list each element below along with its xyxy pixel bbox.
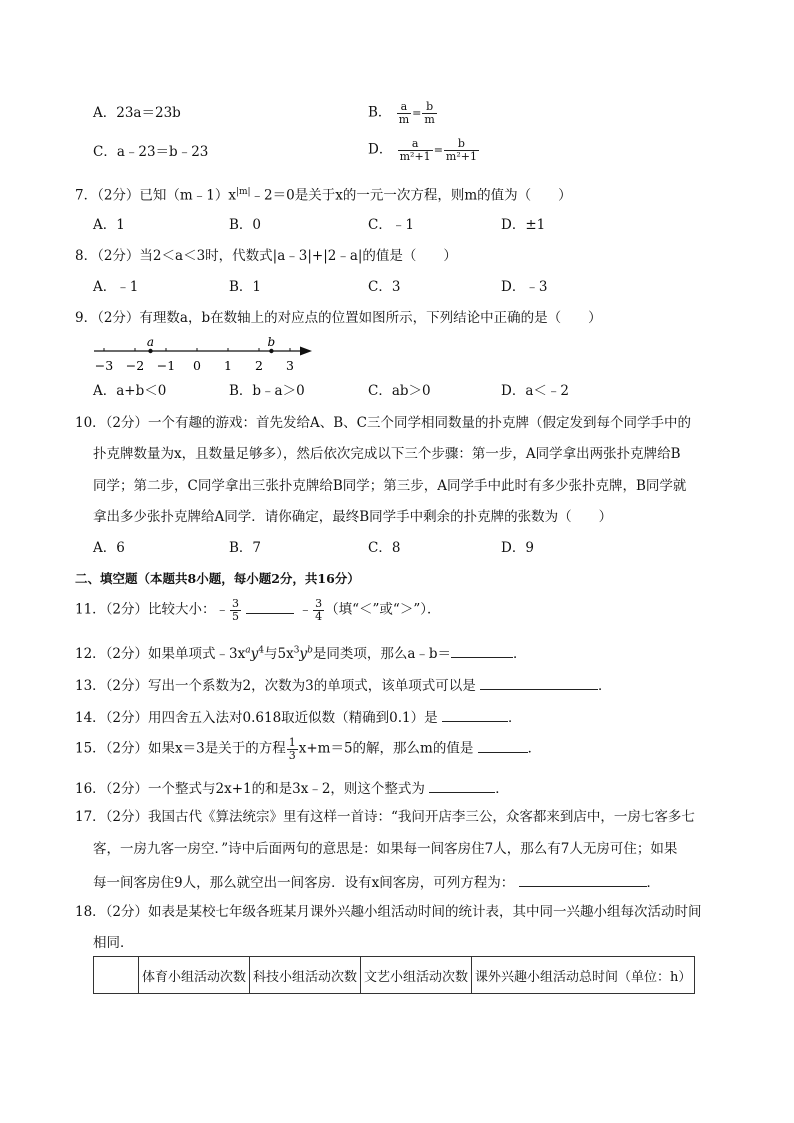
q17-line-3 bbox=[93, 874, 660, 891]
q10-line-3: 同学；第二步，C同学拿出三张扑克牌给B同学；第三步，A同学手中此时有多少张扑克牌，B同学就 bbox=[93, 478, 687, 494]
q8-option-d: D．﹣3 bbox=[501, 279, 548, 295]
q17-answer-blank[interactable] bbox=[519, 874, 647, 887]
point-b-dot bbox=[269, 349, 273, 353]
fraction-numerator: a bbox=[397, 101, 411, 114]
fraction-denominator: 5 bbox=[232, 609, 240, 623]
q7-stem bbox=[75, 188, 572, 203]
q12-end: ． bbox=[513, 646, 527, 662]
table-header-cell: 文艺小组活动次数 bbox=[361, 957, 472, 994]
number-line-tick-label: 1 bbox=[224, 358, 232, 373]
q14-text: 14．（2分）用四舍五入法对0.618取近似数（精确到0.1）是 bbox=[75, 710, 438, 726]
q15-end: ． bbox=[527, 740, 542, 757]
equals-sign: = bbox=[433, 143, 443, 157]
q14-answer-blank[interactable] bbox=[442, 709, 508, 722]
q18-line-1: 18．（2分）如表是某校七年级各班某月课外兴趣小组活动时间的统计表，其中同一兴趣小组每次活动时间 bbox=[75, 904, 702, 920]
activity-stats-table bbox=[93, 956, 695, 994]
q11-fraction-2 bbox=[313, 598, 324, 622]
q12-part-a: 12．（2分）如果单项式﹣3x bbox=[75, 646, 246, 662]
q15-suffix: x+m＝5的解，那么m的值是 bbox=[298, 740, 474, 757]
fraction-numerator: b bbox=[422, 101, 436, 114]
q7-stem-b: ﹣2＝0是关于x的一元一次方程，则m的值为（ ） bbox=[250, 187, 572, 204]
table-header-cell: 课外兴趣小组活动总时间（单位：h） bbox=[472, 957, 695, 994]
equals-sign: = bbox=[412, 106, 422, 120]
q12-exp-4: b bbox=[307, 645, 313, 656]
q10-option-d: D．9 bbox=[501, 540, 534, 556]
q16-end: ． bbox=[495, 781, 509, 797]
q15-prefix: 15．（2分）如果x＝3是关于的方程 bbox=[75, 740, 286, 757]
fraction-denominator: m bbox=[424, 112, 435, 126]
q8-option-a: A．﹣1 bbox=[93, 279, 139, 295]
q13-text: 13．（2分）写出一个系数为2，次数为3的单项式，该单项式可以是 bbox=[75, 678, 476, 694]
q12-part-b: y bbox=[250, 646, 259, 662]
q7-stem-a: 7．（2分）已知（m﹣1）x bbox=[75, 187, 236, 204]
q15-fraction bbox=[287, 737, 298, 761]
q18-line-2: 相同． bbox=[93, 935, 134, 951]
fraction-numerator: b bbox=[444, 138, 479, 151]
fraction-numerator: 1 bbox=[288, 736, 296, 749]
q13-answer-blank[interactable] bbox=[480, 677, 598, 690]
q6-option-c: C．a﹣23＝b﹣23 bbox=[93, 144, 209, 160]
q11-mid: ﹣ bbox=[298, 601, 313, 618]
q6-option-a: A．23a＝23b bbox=[93, 105, 181, 121]
q15-answer-blank[interactable] bbox=[478, 740, 528, 753]
q11-prefix: 11．（2分）比较大小：﹣ bbox=[75, 601, 230, 618]
table-header-cell: 体育小组活动次数 bbox=[139, 957, 250, 994]
q16-text: 16．（2分）一个整式与2x+1的和是3x﹣2，则这个整式为 bbox=[75, 781, 425, 797]
table-header-cell: 科技小组活动次数 bbox=[250, 957, 361, 994]
q10-option-c: C．8 bbox=[368, 540, 401, 556]
q12-answer-blank[interactable] bbox=[451, 645, 513, 658]
fraction-denominator: m²+1 bbox=[399, 149, 431, 163]
fraction-denominator: m bbox=[398, 112, 410, 126]
q7-option-a: A．1 bbox=[93, 217, 125, 233]
q6-option-d-prefix: D． bbox=[368, 141, 393, 158]
q8-option-b: B．1 bbox=[229, 279, 262, 295]
q12-part-d: y bbox=[299, 646, 308, 662]
q12-exp-1: a bbox=[245, 645, 251, 656]
point-b-label: b bbox=[267, 336, 276, 349]
q9-option-a: A．a+b＜0 bbox=[93, 383, 167, 399]
q9-option-d: D．a＜﹣2 bbox=[501, 383, 569, 399]
q14-stem bbox=[75, 709, 521, 726]
q6-b-fraction-left bbox=[397, 101, 411, 125]
q10-line-1: 10．（2分）一个有趣的游戏：首先发给A、B、C三个同学相同数量的扑克牌（假定发到每个同学手中的 bbox=[75, 415, 692, 431]
number-line-tick-label: −3 bbox=[94, 358, 114, 373]
q10-line-4: 拿出多少张扑克牌给A同学．请你确定，最终B同学手中剩余的扑克牌的张数为（ ） bbox=[93, 509, 613, 525]
q9-stem: 9．（2分）有理数a，b在数轴上的对应点的位置如图所示，下列结论中正确的是（ ） bbox=[75, 310, 602, 326]
q16-answer-blank[interactable] bbox=[429, 780, 495, 793]
q14-end: ． bbox=[507, 710, 522, 726]
q8-stem: 8．（2分）当2＜a＜3时，代数式|a﹣3|+|2﹣a|的值是（ ） bbox=[75, 248, 457, 264]
q9-option-b: B．b﹣a＞0 bbox=[229, 383, 305, 399]
number-line-tick-label: −2 bbox=[125, 358, 145, 373]
q13-end: ． bbox=[598, 678, 612, 694]
q6-option-b-prefix: B． bbox=[368, 104, 392, 121]
q10-option-b: B．7 bbox=[229, 540, 262, 556]
q7-option-d: D．±1 bbox=[501, 217, 546, 233]
q6-option-d bbox=[368, 138, 480, 162]
number-line-tick-label: −1 bbox=[156, 358, 176, 373]
q17-line-3-text: 每一间客房住9人，那么就空出一间客房．设有x间客房，可列方程为： bbox=[93, 875, 515, 891]
q10-option-a: A．6 bbox=[93, 540, 125, 556]
q15-stem bbox=[75, 737, 541, 761]
number-line-arrow bbox=[300, 347, 312, 356]
fraction-denominator: m²+1 bbox=[445, 149, 477, 163]
q12-exp-2: 4 bbox=[258, 645, 264, 656]
q6-d-fraction-right bbox=[444, 138, 479, 162]
q17-line-1: 17．（2分）我国古代《算法统宗》里有这样一首诗：“我问开店李三公，众客都来到店中，一房七客多七 bbox=[75, 809, 695, 825]
table-header-cell-empty bbox=[94, 957, 139, 994]
q11-fraction-1 bbox=[230, 598, 241, 622]
q12-exp-3: 3 bbox=[293, 645, 300, 656]
q11-stem bbox=[75, 598, 440, 622]
number-line bbox=[90, 336, 330, 376]
q6-option-b bbox=[368, 101, 438, 125]
q8-option-c: C．3 bbox=[368, 279, 401, 295]
q12-part-c: 与5x bbox=[263, 646, 294, 662]
q17-end: ． bbox=[646, 875, 660, 891]
number-line-tick-label: 3 bbox=[286, 358, 294, 373]
q16-stem bbox=[75, 780, 509, 797]
q7-option-b: B．0 bbox=[229, 217, 262, 233]
q11-answer-blank[interactable] bbox=[246, 601, 294, 614]
q7-exponent: |m| bbox=[235, 187, 251, 197]
point-a-label: a bbox=[146, 336, 155, 349]
q6-b-fraction-right bbox=[422, 101, 436, 125]
point-a-dot bbox=[148, 349, 152, 353]
q10-line-2: 扑克牌数量为x，且数量足够多），然后依次完成以下三个步骤：第一步，A同学拿出两张扑克牌给B bbox=[93, 446, 681, 462]
q17-line-2: 客，一房九客一房空．”诗中后面两句的意思是：如果每一间客房住7人，那么有7人无房可住；如果 bbox=[93, 841, 678, 857]
fraction-numerator: 3 bbox=[232, 597, 240, 610]
fraction-numerator: a bbox=[398, 138, 433, 151]
q13-stem bbox=[75, 677, 612, 694]
q7-option-c: C．﹣1 bbox=[368, 217, 414, 233]
q11-suffix: （填“＜”或“＞”）． bbox=[325, 601, 441, 618]
q9-option-c: C．ab＞0 bbox=[368, 383, 431, 399]
table-header-row bbox=[94, 957, 695, 994]
fraction-numerator: 3 bbox=[315, 597, 323, 610]
q6-d-fraction-left bbox=[398, 138, 433, 162]
q12-part-e: 是同类项，那么a﹣b＝ bbox=[312, 646, 452, 662]
section-heading-fill-in: 二、填空题（本题共8小题，每小题2分，共16分） bbox=[75, 571, 360, 586]
q12-stem bbox=[75, 645, 527, 662]
number-line-tick-label: 0 bbox=[193, 358, 201, 373]
fraction-denominator: 4 bbox=[315, 609, 323, 623]
fraction-denominator: 3 bbox=[288, 748, 296, 762]
number-line-tick-label: 2 bbox=[255, 358, 263, 373]
